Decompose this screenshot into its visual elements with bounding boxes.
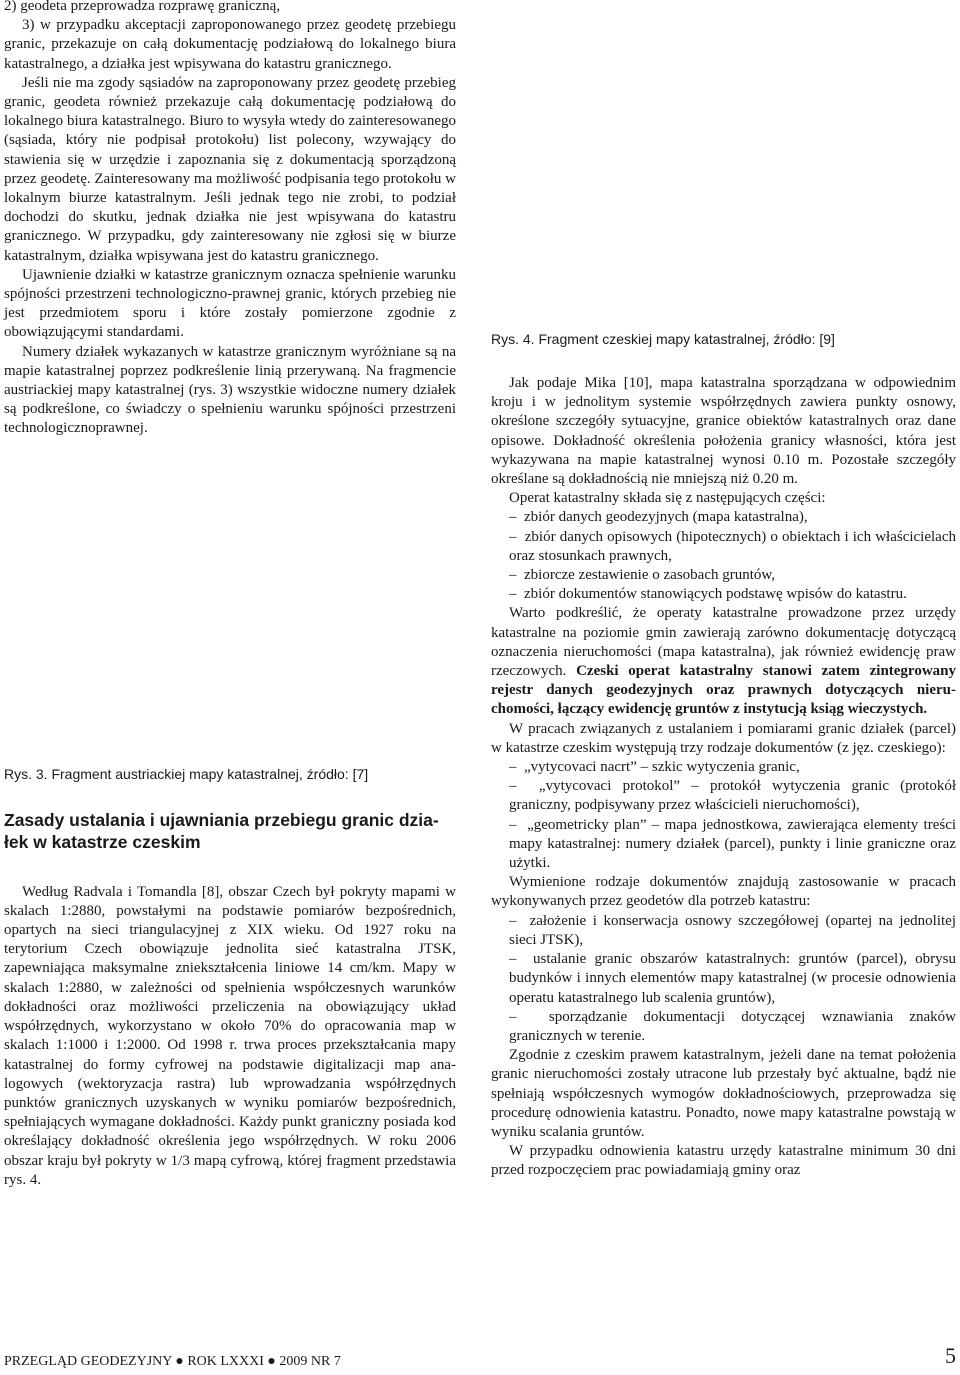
- paragraph: [491, 604, 956, 719]
- paragraph: Jak podaje Mika [10], mapa katastralna sporządzana w odpowiednim kroju i w jednolitym systemie współrzędnych zawiera punkty osnowy, określone szczegóły sytuacyjne, granice obiektów katastralnych oraz dane opisowe. Dokładność określenia położenia granicy własności, która jest wykazywana na mapie katastralnej wynosi 0.10 m. Pozostałe szczegóły określane są dokładnością nie mniejszą niż 0.20 m.: [491, 375, 956, 488]
- paragraph: W przypadku odnowienia katastru urzędy katastralne minimum 30 dni przed rozpoczęciem prac powiadamiają gminy oraz: [491, 1143, 956, 1179]
- list-item: – „vytycovaci protokol” – protokół wytyczenia granic (protokół graniczny, podpisywany przez właścicieli nieruchomości),: [491, 777, 956, 815]
- list-item: – zbiór danych opisowych (hipotecznych) o obiektach i ich właścicielach oraz stosunkach prawnych,: [491, 528, 956, 566]
- list-item-2: 2) geodeta przeprowadza rozprawę graniczną,: [4, 0, 281, 14]
- journal-name: PRZEGLĄD GEODEZYJNY ● ROK LXXXI ● 2009 NR 7: [4, 1354, 341, 1369]
- figure-4-placeholder: [491, 0, 956, 330]
- list-item-3: 3) w przypadku akceptacji zaproponowanego przez geodetę przebiegu granic, przekazuje on całą dokumentację podziałową do lokalnego biura katastralnego, a działka jest wpisywana do katastru granicznego.: [4, 17, 456, 72]
- list-item: – założenie i konserwacja osnowy szczegółowej (opartej na jednolitej sieci JTSK),: [491, 912, 956, 950]
- list-item: – ustalanie granic obszarów katastralnych: gruntów (parcel), obrysu budynków i innych elementów mapy katastralnej (w procesie odnowienia operatu katastralnego lub scalenia gruntów),: [491, 950, 956, 1008]
- list-item: – zbiór dokumentów stanowiących podstawę wpisów do katastru.: [491, 585, 956, 604]
- page-number: 5: [945, 1343, 956, 1368]
- figure-3-caption: Rys. 3. Fragment austriackiej mapy katastralnej, źródło: [7]: [4, 765, 369, 782]
- list-item: – zbiór danych geodezyjnych (mapa katastralna),: [491, 508, 956, 527]
- list-item: – „geometricky plan” – mapa jednostkowa, zawierająca elementy treści mapy katastralnej: numery działek (parcel), punkty i linie graniczne oraz użytki.: [491, 816, 956, 874]
- paragraph: Operat katastralny składa się z następujących części:: [509, 490, 826, 507]
- paragraph: Według Radvala i Tomandla [8], obszar Czech był pokryty mapami w skalach 1:2880, powstałymi na podstawie pomiarów bezpośrednich, opartych na sieci triangulacyjnej z XIX wieku. Od 1927 roku na terytorium Czech obowiązuje jednolita sieć katastralna JTSK, zapewniająca maksymalne zniekształcenia liniowe 14 cm/km. Mapy w skalach 1:2880, w zależności od spełnienia współczesnych warunków dokładności oraz możliwości przeliczenia na obowiązujący układ współrzędnych, wykorzystano w około 70% do opracowania map w skalach 1:1000 i 1:2000. Od 1998 r. trwa proces przekształcania mapy katastralnej do formy cyfrowej na podstawie digitalizacji map analogowych (wektoryzacja rastra) lub wprowadzania współrzędnych punktów granicznych uzyskanych w wyniku pomiarów bezpośrednich, spełniających wymagane dokładności. Każdy punkt graniczny posiada kod określający dokładność określenia jego współrzędnych. W roku 2006 obszar kraju był pokryty w 1/3 mapą cyfrową, której fragment przedstawia rys. 4.: [4, 883, 456, 1188]
- right-column: [491, 0, 956, 1181]
- paragraph-text: Warto podkreślić, że operaty katastralne prowadzone przez urzędy katastralne na poziomie gmin zawierają zarówno dokumentację dotyczącą oznaczenia nieruchomości (mapa katastralna), jak również ewidencję praw rzeczowych.: [491, 605, 956, 680]
- paragraph: Ujawnienie działki w katastrze granicznym oznacza spełnienie warunku spójności przestrzeni technologiczno-prawnej granic, których przebieg nie jest przedmiotem sporu i które zostały pomierzone zgodnie z obowiązującymi standardami.: [4, 266, 456, 341]
- figure-4-caption: Rys. 4. Fragment czeskiej mapy katastralnej, źródło: [9]: [491, 331, 835, 347]
- paragraph: W pracach związanych z ustalaniem i pomiarami granic działek (parcel) w katastrze czeskim występują trzy rodzaje dokumentów (z jęz. czeskiego):: [491, 720, 956, 756]
- list-item: – „vytycovaci nacrt” – szkic wytyczenia granic,: [491, 758, 956, 777]
- emphasized-text: Czeski operat katastralny stanowi zatem zintegrowany rejestr danych geodezyjnych oraz prawnych dotyczących nieruchomości, łączący ewidencję gruntów z instytucją ksiąg wieczystych.: [491, 663, 956, 718]
- left-column: [4, 0, 456, 1190]
- paragraph: Wymienione rodzaje dokumentów znajdują zastosowanie w pracach wykonywanych przez geodetów dla potrzeb katastru:: [491, 874, 956, 910]
- paragraph: Zgodnie z czeskim prawem katastralnym, jeżeli dane na temat położenia granic nieruchomości zostały utracone lub przestały być aktualne, bądź nie spełniają współczesnych wymogów dokładnościowych, przeprowadza się procedurę odnowienia katastru. Ponadto, nowe mapy katastralne powstają w wyniku scalania gruntów.: [491, 1047, 956, 1140]
- figure-3-placeholder: [4, 439, 456, 765]
- list-item: – sporządzanie dokumentacji dotyczącej wznawiania znaków granicznych w terenie.: [491, 1008, 956, 1046]
- section-heading: Zasady ustalania i ujawniania przebiegu granic działek w katastrze czeskim: [4, 809, 439, 852]
- paragraph: Jeśli nie ma zgody sąsiadów na zaproponowany przez geodetę przebieg granic, geodeta również przekazuje całą dokumentację podziałową do lokalnego biura katastralnego. Biuro to wysyła wtedy do zainteresowanego (sąsiada, który nie podpisał protokołu) list polecony, wzywający do stawienia się w urzędzie i zapoznania się z dokumentacją sporządzoną przez geodetę. Zainteresowany ma możliwość podpisania tego protokołu w lokalnym biurze katastralnym. Jeśli jednak tego nie zrobi, to podział dochodzi do skutku, jednak działka nie jest wpisywana do katastru granicznego. W przypadku, gdy zainteresowany nie zgłosi się w biurze katastralnym, działka wpisywana jest do katastru granicznego.: [4, 74, 456, 264]
- page-footer: [4, 1343, 956, 1372]
- paragraph: Numery działek wykazanych w katastrze granicznym wyróżniane są na mapie katastralnej poprzez podkreślenie linią przerywaną. Na fragmencie austriackiej mapy katastralnej (rys. 3) wszystkie widoczne numery działek są podkreślone, co świadczy o spełnieniu warunku spójności przestrzeni technologicznoprawnej.: [4, 343, 456, 437]
- list-item: – zbiorcze zestawienie o zasobach gruntów,: [491, 566, 956, 585]
